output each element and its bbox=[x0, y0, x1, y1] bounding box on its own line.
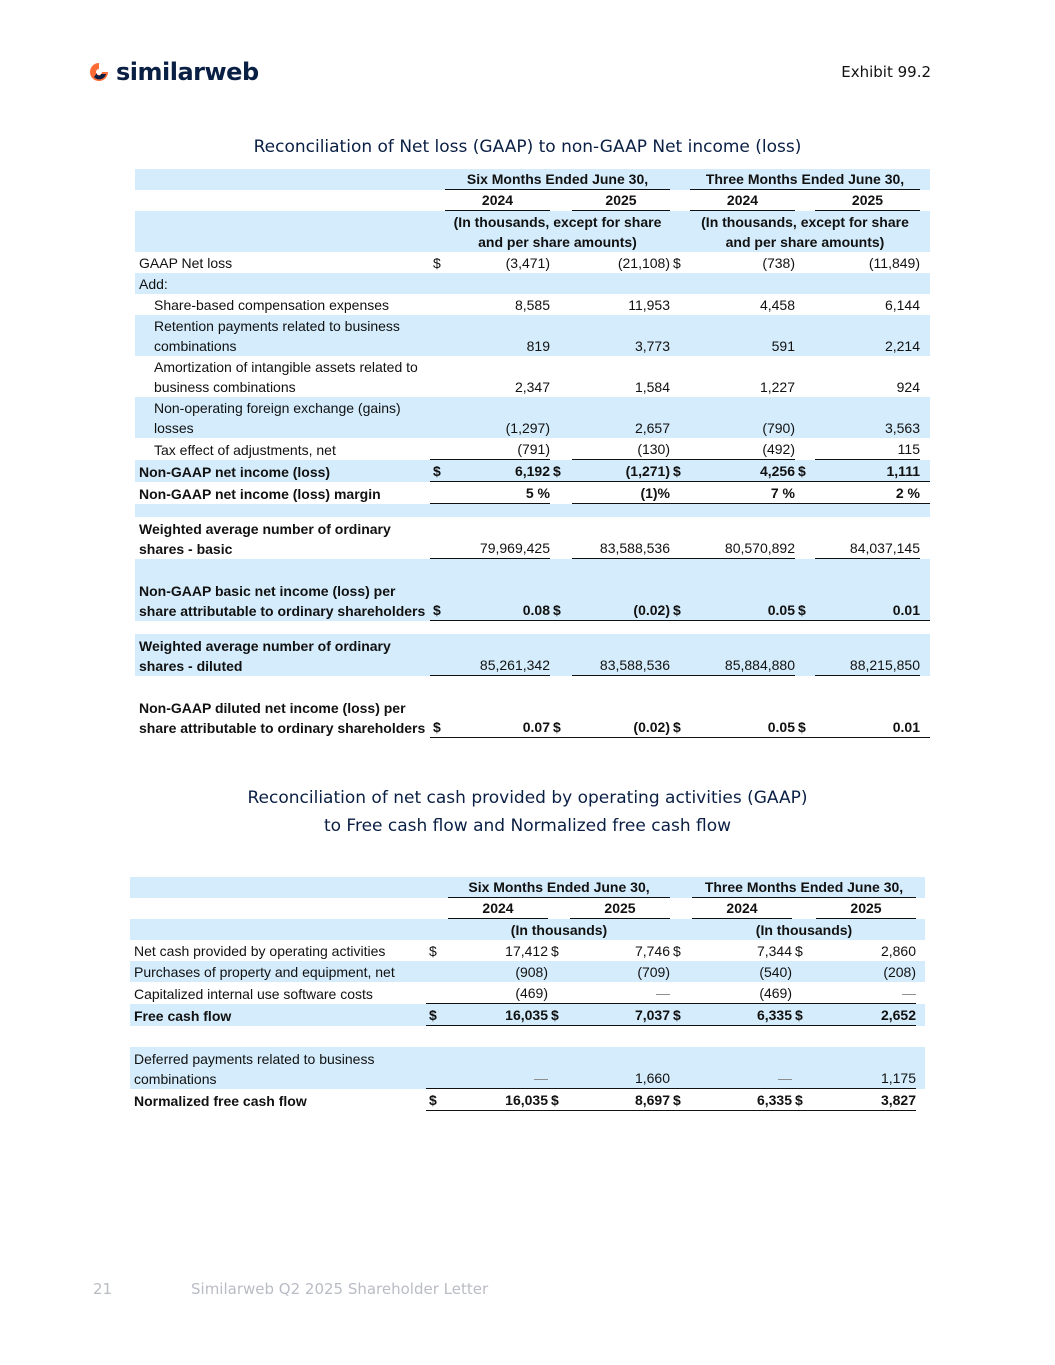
cell-value: (709) bbox=[570, 961, 670, 982]
cell-value: (11,849) bbox=[868, 255, 920, 271]
cell-value: (469) bbox=[692, 982, 792, 1004]
period-header-row bbox=[135, 169, 930, 190]
cell-value: 3,827 bbox=[816, 1089, 916, 1111]
cell-value: (790) bbox=[690, 397, 795, 438]
cell-value: 2,652 bbox=[816, 1004, 916, 1026]
cell-value: 2,214 bbox=[815, 315, 920, 356]
table-row bbox=[135, 676, 930, 738]
cell-value: 1,227 bbox=[759, 379, 795, 395]
row-label: Non-GAAP net income (loss) margin bbox=[139, 485, 381, 502]
cell-value: 83,588,536 bbox=[572, 517, 670, 559]
year-header: 2024 bbox=[445, 190, 550, 211]
currency-symbol: $ bbox=[670, 1004, 692, 1026]
table-row bbox=[135, 294, 930, 315]
table-row bbox=[135, 273, 930, 294]
cell-value: — bbox=[570, 982, 670, 1004]
cell-value: 0.05 bbox=[690, 676, 795, 738]
currency-symbol: $ bbox=[795, 676, 815, 738]
currency-symbol: $ bbox=[670, 559, 690, 621]
cell-value: 17,412 bbox=[505, 943, 548, 959]
cell-value: (1)% bbox=[572, 482, 670, 504]
table2-title-line1: Reconciliation of net cash provided by operating activities (GAAP) bbox=[247, 788, 808, 808]
row-label: Net cash provided by operating activities bbox=[134, 943, 386, 959]
table-row bbox=[135, 397, 930, 438]
cell-value: 85,884,880 bbox=[690, 634, 795, 676]
cell-value: 0.08 bbox=[445, 559, 550, 621]
similarweb-logo bbox=[88, 58, 259, 86]
cell-value: (791) bbox=[445, 438, 550, 460]
cell-value: (492) bbox=[690, 438, 795, 460]
cell-value: 1,660 bbox=[570, 1047, 670, 1089]
table-row bbox=[135, 482, 930, 504]
currency-symbol: $ bbox=[426, 1004, 448, 1026]
cell-value: (0.02) bbox=[572, 676, 670, 738]
net-income-reconciliation-table bbox=[135, 169, 930, 738]
table-row bbox=[135, 460, 930, 482]
currency-symbol: $ bbox=[795, 943, 803, 959]
units-header-row bbox=[130, 919, 925, 940]
cell-value: 7,037 bbox=[570, 1004, 670, 1026]
row-label: Weighted average number of ordinary shares - basic bbox=[139, 520, 391, 557]
table-row bbox=[135, 356, 930, 397]
cell-value: 0.07 bbox=[445, 676, 550, 738]
table-row bbox=[135, 315, 930, 356]
period-header-three-months: Three Months Ended June 30, bbox=[692, 877, 916, 898]
year-header: 2025 bbox=[572, 190, 670, 211]
cell-value: 5 % bbox=[445, 482, 550, 504]
year-header: 2025 bbox=[816, 898, 916, 919]
table-row bbox=[135, 438, 930, 460]
currency-symbol: $ bbox=[430, 676, 445, 738]
currency-symbol: $ bbox=[426, 1089, 448, 1111]
row-label: Non-GAAP diluted net income (loss) per share attributable to ordinary shareholders bbox=[139, 699, 426, 736]
cell-value: 3,563 bbox=[815, 397, 920, 438]
year-header: 2024 bbox=[692, 898, 792, 919]
cell-value: 7 % bbox=[690, 482, 795, 504]
table-row bbox=[130, 940, 925, 961]
cell-value: 1,584 bbox=[634, 379, 670, 395]
cell-value: (3,471) bbox=[505, 255, 550, 271]
units-header-row bbox=[135, 211, 930, 252]
cell-value: — bbox=[816, 982, 916, 1004]
cell-value: 2 % bbox=[815, 482, 920, 504]
table-row bbox=[130, 1089, 925, 1111]
table-row bbox=[130, 1004, 925, 1026]
units-header: (In thousands) bbox=[510, 922, 608, 938]
table-row bbox=[135, 252, 930, 273]
cell-value: 85,261,342 bbox=[445, 634, 550, 676]
currency-symbol: $ bbox=[548, 1004, 570, 1026]
units-header: (In thousands, except for share and per share amounts) bbox=[701, 214, 909, 250]
period-header-six-months: Six Months Ended June 30, bbox=[445, 169, 670, 190]
row-label: Retention payments related to business combinations bbox=[135, 315, 430, 356]
currency-symbol: $ bbox=[433, 255, 441, 271]
cell-value: 8,585 bbox=[514, 297, 550, 313]
period-header-row bbox=[130, 877, 925, 898]
cell-value: 1,111 bbox=[815, 460, 920, 482]
units-header: (In thousands, except for share and per share amounts) bbox=[453, 214, 662, 250]
currency-symbol: $ bbox=[550, 559, 572, 621]
currency-symbol: $ bbox=[673, 255, 681, 271]
row-label: Normalized free cash flow bbox=[134, 1092, 307, 1109]
cell-value: 591 bbox=[690, 315, 795, 356]
cell-value: (908) bbox=[448, 961, 548, 982]
logo-text: similarweb bbox=[116, 58, 259, 86]
cell-value: (540) bbox=[692, 961, 792, 982]
table-row bbox=[130, 1047, 925, 1089]
row-label: Tax effect of adjustments, net bbox=[154, 441, 336, 458]
cell-value: 8,697 bbox=[570, 1089, 670, 1111]
row-label: Non-operating foreign exchange (gains) losses bbox=[135, 397, 430, 438]
exhibit-label: Exhibit 99.2 bbox=[841, 63, 931, 81]
cell-value: 2,860 bbox=[880, 943, 916, 959]
row-label: Amortization of intangible assets related to business combinations bbox=[154, 359, 418, 395]
currency-symbol: $ bbox=[792, 1004, 816, 1026]
cell-value: 83,588,536 bbox=[572, 634, 670, 676]
units-header: (In thousands) bbox=[755, 922, 853, 938]
cell-value: 88,215,850 bbox=[815, 634, 920, 676]
year-header-row bbox=[130, 898, 925, 919]
row-label: Add: bbox=[135, 273, 430, 294]
currency-symbol: $ bbox=[550, 676, 572, 738]
cell-value: — bbox=[448, 1047, 548, 1089]
row-label: Deferred payments related to business combinations bbox=[130, 1047, 426, 1089]
cell-value: 819 bbox=[445, 315, 550, 356]
table2-title bbox=[0, 784, 1055, 840]
currency-symbol: $ bbox=[430, 460, 445, 482]
row-label: Capitalized internal use software costs bbox=[134, 985, 373, 1002]
table2-title-line2: to Free cash flow and Normalized free cash flow bbox=[323, 816, 732, 836]
cell-value: 6,192 bbox=[445, 460, 550, 482]
cell-value: 6,335 bbox=[692, 1004, 792, 1026]
cell-value: 4,256 bbox=[690, 460, 795, 482]
cell-value: 4,458 bbox=[759, 297, 795, 313]
period-header-three-months: Three Months Ended June 30, bbox=[690, 169, 920, 190]
year-header-row bbox=[135, 190, 930, 211]
year-header: 2024 bbox=[448, 898, 548, 919]
cell-value: 6,335 bbox=[692, 1089, 792, 1111]
cell-value: 6,144 bbox=[884, 297, 920, 313]
footer-text: Similarweb Q2 2025 Shareholder Letter bbox=[191, 1280, 489, 1298]
cell-value: 115 bbox=[815, 438, 920, 460]
year-header: 2024 bbox=[690, 190, 795, 211]
currency-symbol: $ bbox=[551, 943, 559, 959]
cell-value: (738) bbox=[762, 255, 795, 271]
cell-value: (469) bbox=[448, 982, 548, 1004]
currency-symbol: $ bbox=[673, 943, 681, 959]
year-header: 2025 bbox=[815, 190, 920, 211]
page-number: 21 bbox=[93, 1280, 113, 1298]
free-cash-flow-reconciliation-table bbox=[130, 877, 925, 1111]
currency-symbol: $ bbox=[792, 1089, 816, 1111]
cell-value: 2,347 bbox=[514, 379, 550, 395]
cell-value: (208) bbox=[816, 961, 916, 982]
cell-value: (1,271) bbox=[572, 460, 670, 482]
cell-value: (130) bbox=[572, 438, 670, 460]
currency-symbol: $ bbox=[670, 460, 690, 482]
cell-value: 0.01 bbox=[815, 676, 920, 738]
row-label: Free cash flow bbox=[130, 1004, 426, 1026]
cell-value: (21,108) bbox=[617, 255, 670, 271]
currency-symbol: $ bbox=[550, 460, 572, 482]
table-row bbox=[130, 982, 925, 1004]
cell-value: 924 bbox=[896, 379, 920, 395]
currency-symbol: $ bbox=[548, 1089, 570, 1111]
table-row bbox=[135, 559, 930, 621]
cell-value: 1,175 bbox=[816, 1047, 916, 1089]
cell-value: 84,037,145 bbox=[815, 517, 920, 559]
cell-value: 16,035 bbox=[448, 1089, 548, 1111]
row-label: Non-GAAP net income (loss) bbox=[135, 460, 430, 482]
cell-value: 0.05 bbox=[690, 559, 795, 621]
row-label: Purchases of property and equipment, net bbox=[130, 961, 426, 982]
cell-value: 11,953 bbox=[628, 297, 670, 313]
cell-value: 0.01 bbox=[815, 559, 920, 621]
currency-symbol: $ bbox=[430, 559, 445, 621]
row-label: Weighted average number of ordinary shares - diluted bbox=[135, 634, 430, 676]
cell-value: 7,344 bbox=[756, 943, 792, 959]
cell-value: — bbox=[692, 1047, 792, 1089]
period-header-six-months: Six Months Ended June 30, bbox=[448, 877, 670, 898]
row-label: Share-based compensation expenses bbox=[154, 297, 390, 313]
currency-symbol: $ bbox=[795, 559, 815, 621]
currency-symbol: $ bbox=[429, 943, 437, 959]
currency-symbol: $ bbox=[670, 676, 690, 738]
year-header: 2025 bbox=[570, 898, 670, 919]
similarweb-logo-icon bbox=[88, 61, 110, 83]
currency-symbol: $ bbox=[795, 460, 815, 482]
cell-value: 3,773 bbox=[572, 315, 670, 356]
cell-value: 7,746 bbox=[634, 943, 670, 959]
cell-value: 80,570,892 bbox=[690, 517, 795, 559]
cell-value: 16,035 bbox=[448, 1004, 548, 1026]
currency-symbol: $ bbox=[670, 1089, 692, 1111]
table1-title: Reconciliation of Net loss (GAAP) to non-GAAP Net income (loss) bbox=[253, 137, 802, 157]
cell-value: (1,297) bbox=[445, 397, 550, 438]
row-label: Non-GAAP basic net income (loss) per share attributable to ordinary shareholders bbox=[135, 559, 430, 621]
table-row bbox=[135, 517, 930, 559]
cell-value: 79,969,425 bbox=[445, 517, 550, 559]
cell-value: 2,657 bbox=[572, 397, 670, 438]
row-label: GAAP Net loss bbox=[139, 255, 233, 271]
table-row bbox=[135, 634, 930, 676]
table-row bbox=[130, 961, 925, 982]
cell-value: (0.02) bbox=[572, 559, 670, 621]
